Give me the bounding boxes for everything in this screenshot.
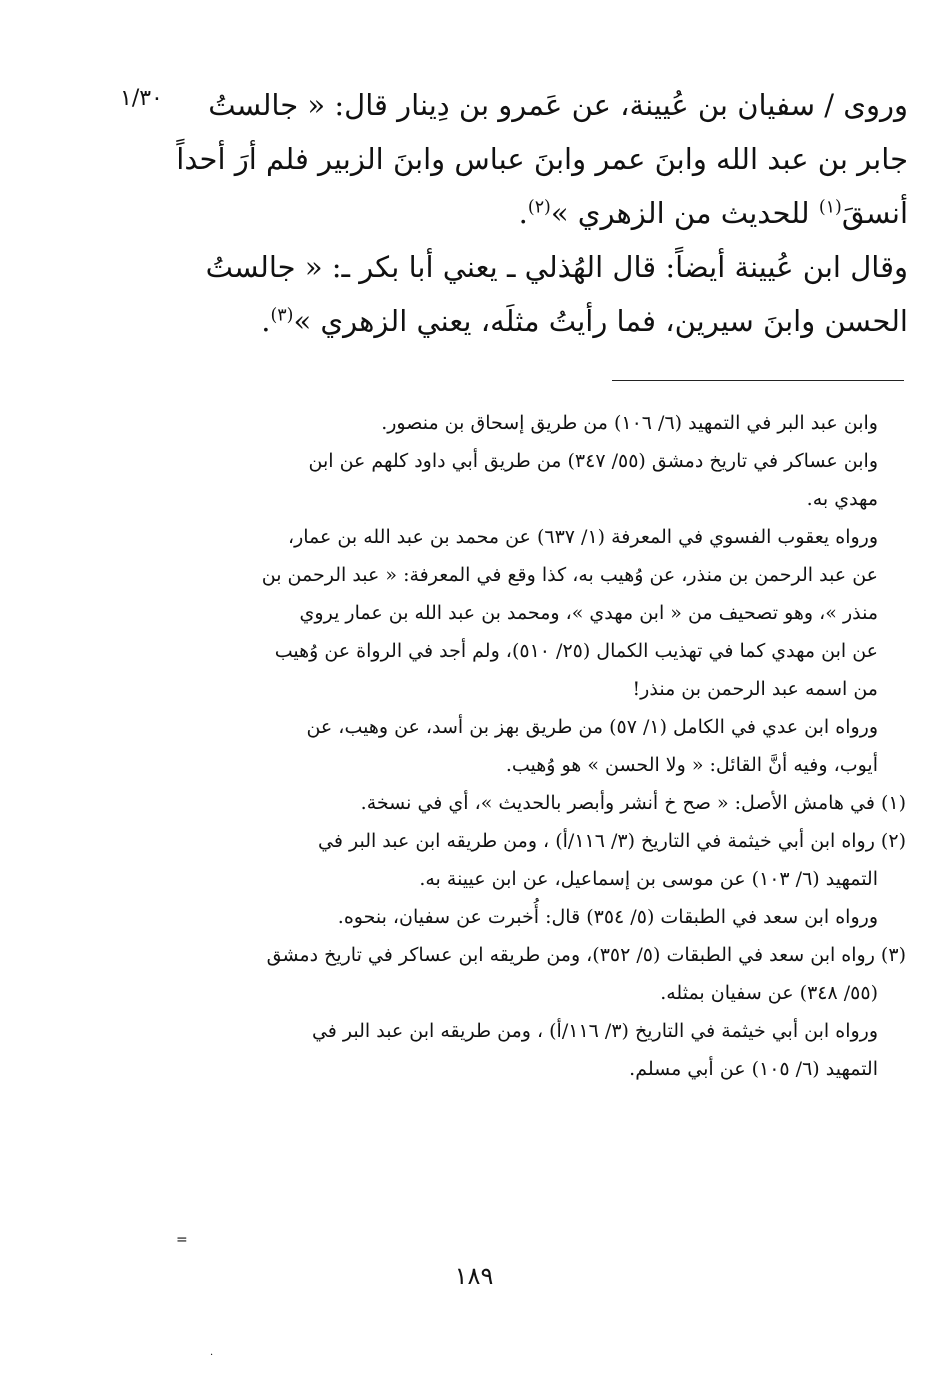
footnote-line: ورواه ابن عدي في الكامل (١/ ٥٧) من طريق بهز بن أسد، عن وهيب، عن (306, 716, 878, 738)
margin-reference: ١/٣٠ (120, 86, 163, 111)
footnote-line: منذر »، وهو تصحيف من « ابن مهدي »، ومحمد بن عبد الله بن عمار يروي (299, 602, 878, 624)
footnote-1: (١) في هامش الأصل: « صح خ أنشر وأبصر بالحديث »، أي في نسخة. (360, 792, 906, 814)
footnote-line: أيوب، وفيه أنَّ القائل: « ولا الحسن » هو وُهيب. (505, 754, 878, 776)
footnote-ref-1: (١) (818, 197, 842, 218)
footnote-line: ورواه ابن سعد في الطبقات (٥/ ٣٥٤) قال: أُخبرت عن سفيان، بنحوه. (337, 906, 878, 928)
footnote-line: ورواه ابن أبي خيثمة في التاريخ (٣/ ١١٦/أ) ، ومن طريقه ابن عبد البر في (311, 1020, 878, 1042)
footnote-line: وابن عبد البر في التمهيد (٦/ ١٠٦) من طريق إسحاق بن منصور. (381, 412, 878, 434)
footnote-line: عن عبد الرحمن بن منذر، عن وُهيب به، كذا وقع في المعرفة: « عبد الرحمن بن (261, 564, 878, 586)
footnote-line: من اسمه عبد الرحمن بن منذر! (632, 678, 878, 700)
main-line-5: الحسن وابنَ سيرين، فما رأيتُ مثلَه، يعني الزهري »$^{(٣)}$. (261, 304, 908, 338)
main-line-5-text: الحسن وابنَ سيرين، فما رأيتُ مثلَه، يعني الزهري » (293, 304, 908, 338)
page-number: ١٨٩ (454, 1262, 494, 1290)
footnotes (170, 404, 906, 1088)
speck-mark: · (210, 1350, 214, 1361)
footnote-ref-2: (٢) (527, 197, 551, 218)
footnote-line: التمهيد (٦/ ١٠٥) عن أبي مسلم. (629, 1058, 878, 1080)
main-line-4: وقال ابن عُيينة أيضاً: قال الهُذلي ـ يعني أبا بكر ـ: « جالستُ (205, 250, 908, 284)
footnote-ref-3: (٣) (270, 305, 294, 326)
footnote-2: (٢) رواه ابن أبي خيثمة في التاريخ (٣/ ١١٦/أ) ، ومن طريقه ابن عبد البر في (318, 830, 906, 852)
main-line-3-start: أنسقَ (841, 196, 908, 230)
continuation-mark: = (176, 1232, 188, 1248)
footnote-line: التمهيد (٦/ ١٠٣) عن موسى بن إسماعيل، عن ابن عيينة به. (419, 868, 878, 890)
main-line-1: وروى / سفيان بن عُيينة، عن عَمرو بن دِينار قال: « جالستُ (208, 88, 908, 122)
main-line-2: جابر بن عبد الله وابنَ عمر وابنَ عباس وابنَ الزبير فلم أرَ أحداً (176, 142, 908, 176)
footnote-line: عن ابن مهدي كما في تهذيب الكمال (٢٥/ ٥١٠)، ولم أجد في الرواة عن وُهيب (274, 640, 878, 662)
footnote-line: ورواه يعقوب الفسوي في المعرفة (١/ ٦٣٧) عن محمد بن عبد الله بن عمار، (287, 526, 878, 548)
main-text (168, 78, 908, 348)
main-line-3: أنسقَ$^{(١)}$ للحديث من الزهري »$^{(٢)}$. (518, 196, 908, 230)
footnote-3: (٣) رواه ابن سعد في الطبقات (٥/ ٣٥٢)، ومن طريقه ابن عساكر في تاريخ دمشق (266, 944, 906, 966)
main-line-3-rest: للحديث من الزهري » (550, 196, 819, 230)
footnote-line: مهدي به. (806, 488, 878, 510)
footnote-divider (612, 380, 904, 381)
footnote-line: وابن عساكر في تاريخ دمشق (٥٥/ ٣٤٧) من طريق أبي داود كلهم عن ابن (308, 450, 878, 472)
footnote-line: (٥٥/ ٣٤٨) عن سفيان بمثله. (660, 982, 878, 1004)
